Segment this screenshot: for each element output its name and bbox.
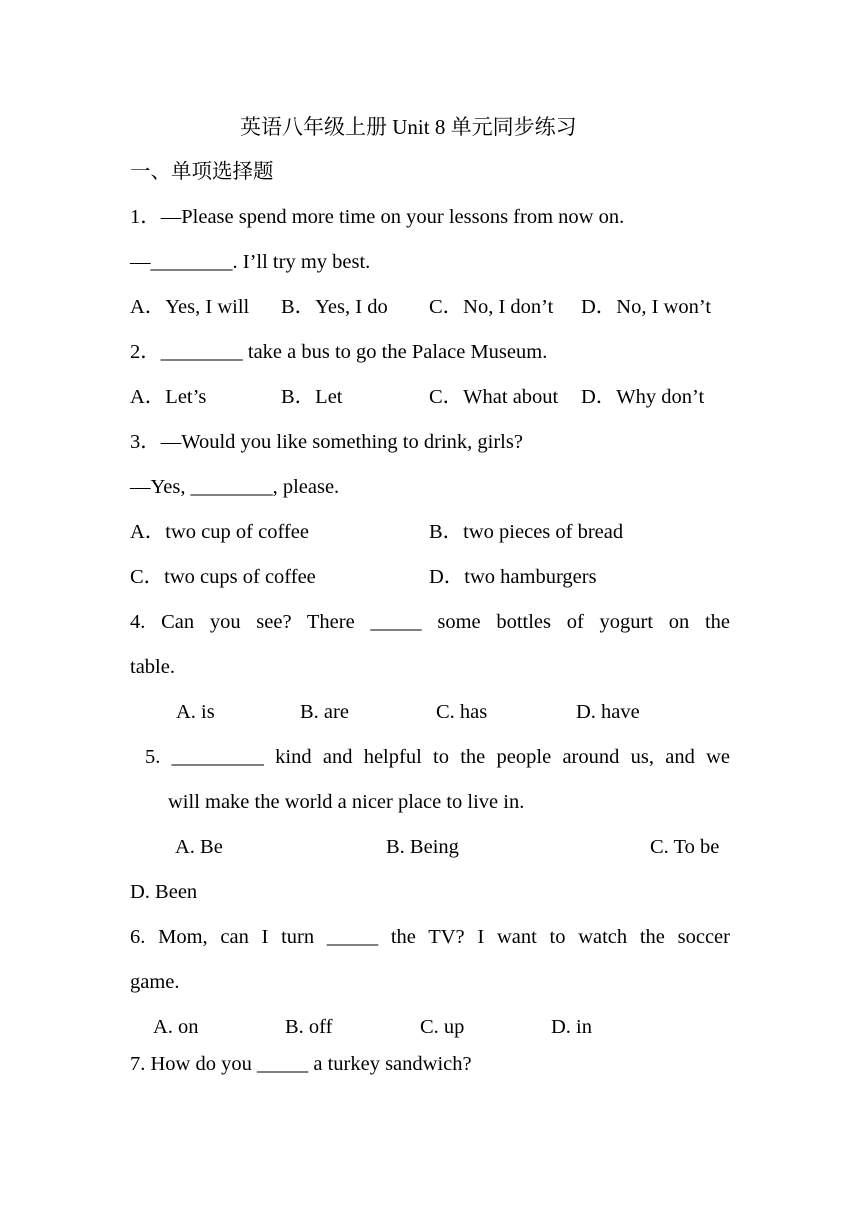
option-c: C．two cups of coffee bbox=[130, 566, 316, 588]
question-4-stem: 4. Can you see? There _____ some bottles of yogurt on the bbox=[130, 611, 730, 633]
question-6-stem: 6. Mom, can I turn _____ the TV? I want to watch the soccer bbox=[130, 926, 730, 948]
option-a: A. on bbox=[153, 1016, 199, 1038]
question-2-stem: 2．________ take a bus to go the Palace Museum. bbox=[130, 341, 548, 363]
section-heading: 一、单项选择题 bbox=[130, 161, 274, 183]
question-6-line2: game. bbox=[130, 971, 180, 993]
option-d: D. in bbox=[551, 1016, 592, 1038]
option-c: C．No, I don’t bbox=[429, 296, 554, 318]
option-c: C. has bbox=[436, 701, 488, 723]
option-a: A. Be bbox=[175, 836, 223, 858]
option-b: B. off bbox=[285, 1016, 333, 1038]
question-5-line2: will make the world a nicer place to live in. bbox=[168, 791, 525, 813]
option-a: A. is bbox=[176, 701, 215, 723]
option-c: C. To be bbox=[650, 836, 720, 858]
question-4-line2: table. bbox=[130, 656, 175, 678]
option-c: C. up bbox=[420, 1016, 465, 1038]
page-title: 英语八年级上册 Unit 8 单元同步练习 bbox=[240, 115, 577, 139]
option-a: A．Let’s bbox=[130, 386, 207, 408]
option-d: D．Why don’t bbox=[581, 386, 705, 408]
question-1-stem: 1．—Please spend more time on your lessons from now on. bbox=[130, 206, 625, 228]
option-b: B. are bbox=[300, 701, 349, 723]
option-d: D. Been bbox=[130, 881, 198, 903]
question-3-line2: —Yes, ________, please. bbox=[130, 476, 340, 498]
option-b: B．Yes, I do bbox=[281, 296, 388, 318]
option-b: B．two pieces of bread bbox=[429, 521, 624, 543]
option-b: B. Being bbox=[386, 836, 459, 858]
option-a: A．two cup of coffee bbox=[130, 521, 309, 543]
option-c: C．What about bbox=[429, 386, 559, 408]
question-5-stem: 5. _________ kind and helpful to the people around us, and we bbox=[145, 746, 730, 768]
option-d: D．No, I won’t bbox=[581, 296, 712, 318]
option-d: D. have bbox=[576, 701, 640, 723]
question-1-line2: —________. I’ll try my best. bbox=[130, 251, 371, 273]
option-d: D．two hamburgers bbox=[429, 566, 597, 588]
option-b: B．Let bbox=[281, 386, 343, 408]
option-a: A．Yes, I will bbox=[130, 296, 250, 318]
question-7-stem: 7. How do you _____ a turkey sandwich? bbox=[130, 1053, 472, 1075]
question-3-stem: 3．—Would you like something to drink, girls? bbox=[130, 431, 523, 453]
